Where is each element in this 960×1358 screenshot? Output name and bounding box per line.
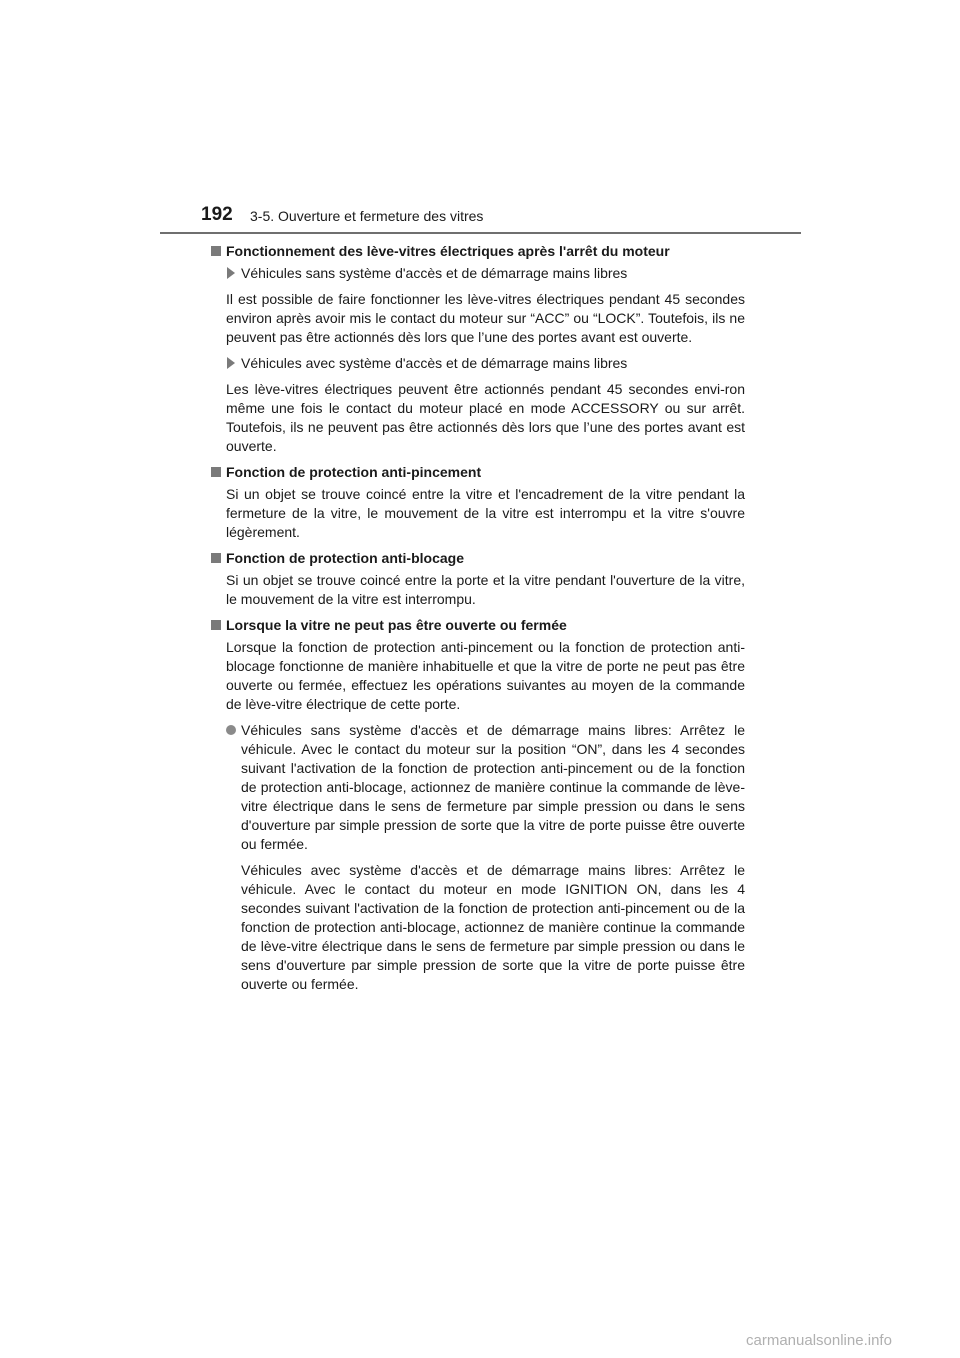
- section-anti-block: [209, 549, 745, 609]
- square-marker-icon: [211, 620, 221, 630]
- page-number: 192: [201, 204, 233, 225]
- section-body: [226, 485, 745, 542]
- section-anti-pinch: [209, 463, 745, 542]
- sub-heading-with-smart-key: [226, 354, 745, 373]
- triangle-arrow-icon: [227, 267, 235, 279]
- header-rule: [160, 232, 801, 234]
- paragraph: Lorsque la fonction de protection anti-pincement ou la fonction de protection anti-blocage fonctionne de manière inhabituelle et que la vitre de porte ne peut pas être ouverte ou fermée, effectuez les opérations suivantes au moyen de la commande de lève-vitre électrique de cette porte.: [226, 639, 745, 712]
- sub-heading-text: Véhicules sans système d'accès et de démarrage mains libres: [241, 265, 628, 281]
- section-title: [209, 242, 745, 261]
- section-title-text: Fonctionnement des lève-vitres électriques après l'arrêt du moteur: [226, 243, 670, 259]
- sub-heading-without-smart-key: [226, 264, 745, 283]
- watermark: carmanualsonline.info: [746, 1332, 892, 1349]
- bullet-continuation: Véhicules avec système d'accès et de démarrage mains libres: Arrêtez le véhicule. Avec le contact du moteur en mode IGNITION ON, dans les 4 secondes suivant l'activation de la fonction de protection anti-pincement ou de la fonction de protection anti-blocage, actionnez de manière continue la commande de lève-vitre électrique dans le sens de fermeture par simple pression ou dans le sens d'ouverture par simple pression de sorte que la vitre de porte puisse être ouverte ou fermée.: [241, 862, 745, 992]
- paragraph: Si un objet se trouve coincé entre la vitre et l'encadrement de la vitre pendant la fermeture de la vitre, le mouvement de la vitre est interrompu et la vitre s'ouvre légèrement.: [226, 486, 745, 540]
- square-marker-icon: [211, 467, 221, 477]
- triangle-arrow-icon: [227, 357, 235, 369]
- section-title: [209, 549, 745, 568]
- paragraph: Si un objet se trouve coincé entre la porte et la vitre pendant l'ouverture de la vitre, le mouvement de la vitre est interrompu.: [226, 572, 745, 607]
- page-content: [209, 242, 745, 1001]
- section-body: [226, 264, 745, 456]
- section-operation-after-engine-off: [209, 242, 745, 456]
- section-window-cannot-open-close: [209, 616, 745, 994]
- chapter-title: 3-5. Ouverture et fermeture des vitres: [250, 208, 484, 224]
- section-title: [209, 463, 745, 482]
- bullet-item: [226, 721, 745, 854]
- circle-bullet-icon: [226, 725, 236, 735]
- sub-heading-text: Véhicules avec système d'accès et de démarrage mains libres: [241, 355, 628, 371]
- paragraph: Les lève-vitres électriques peuvent être actionnés pendant 45 secondes envi-ron même une fois le contact du moteur placé en mode ACCESSORY ou sur arrêt. Toutefois, ils ne peuvent pas être actionnés dès lors que l’une des portes avant est ouverte.: [226, 381, 745, 454]
- section-title: [209, 616, 745, 635]
- section-title-text: Fonction de protection anti-pincement: [226, 464, 482, 480]
- section-title-text: Fonction de protection anti-blocage: [226, 550, 464, 566]
- square-marker-icon: [211, 246, 221, 256]
- section-body: [226, 638, 745, 994]
- section-body: [226, 571, 745, 609]
- bullet-text: Véhicules sans système d'accès et de démarrage mains libres: Arrêtez le véhicule. Avec le contact du moteur sur la position “ON”, dans les 4 secondes suivant l'activation de la fonction de protection anti-pincement ou de la fonction de protection anti-blocage, actionnez de manière continue la commande de lève-vitre électrique dans le sens de fermeture par simple pression ou dans le sens d'ouverture par simple pression de sorte que la vitre de porte puisse être ouverte ou fermée.: [241, 722, 745, 852]
- paragraph: Il est possible de faire fonctionner les lève-vitres électriques pendant 45 secondes environ après avoir mis le contact du moteur sur “ACC” ou “LOCK”. Toutefois, ils ne peuvent pas être actionnés dès lors que l’une des portes avant est ouverte.: [226, 291, 745, 345]
- square-marker-icon: [211, 553, 221, 563]
- section-title-text: Lorsque la vitre ne peut pas être ouverte ou fermée: [226, 617, 567, 633]
